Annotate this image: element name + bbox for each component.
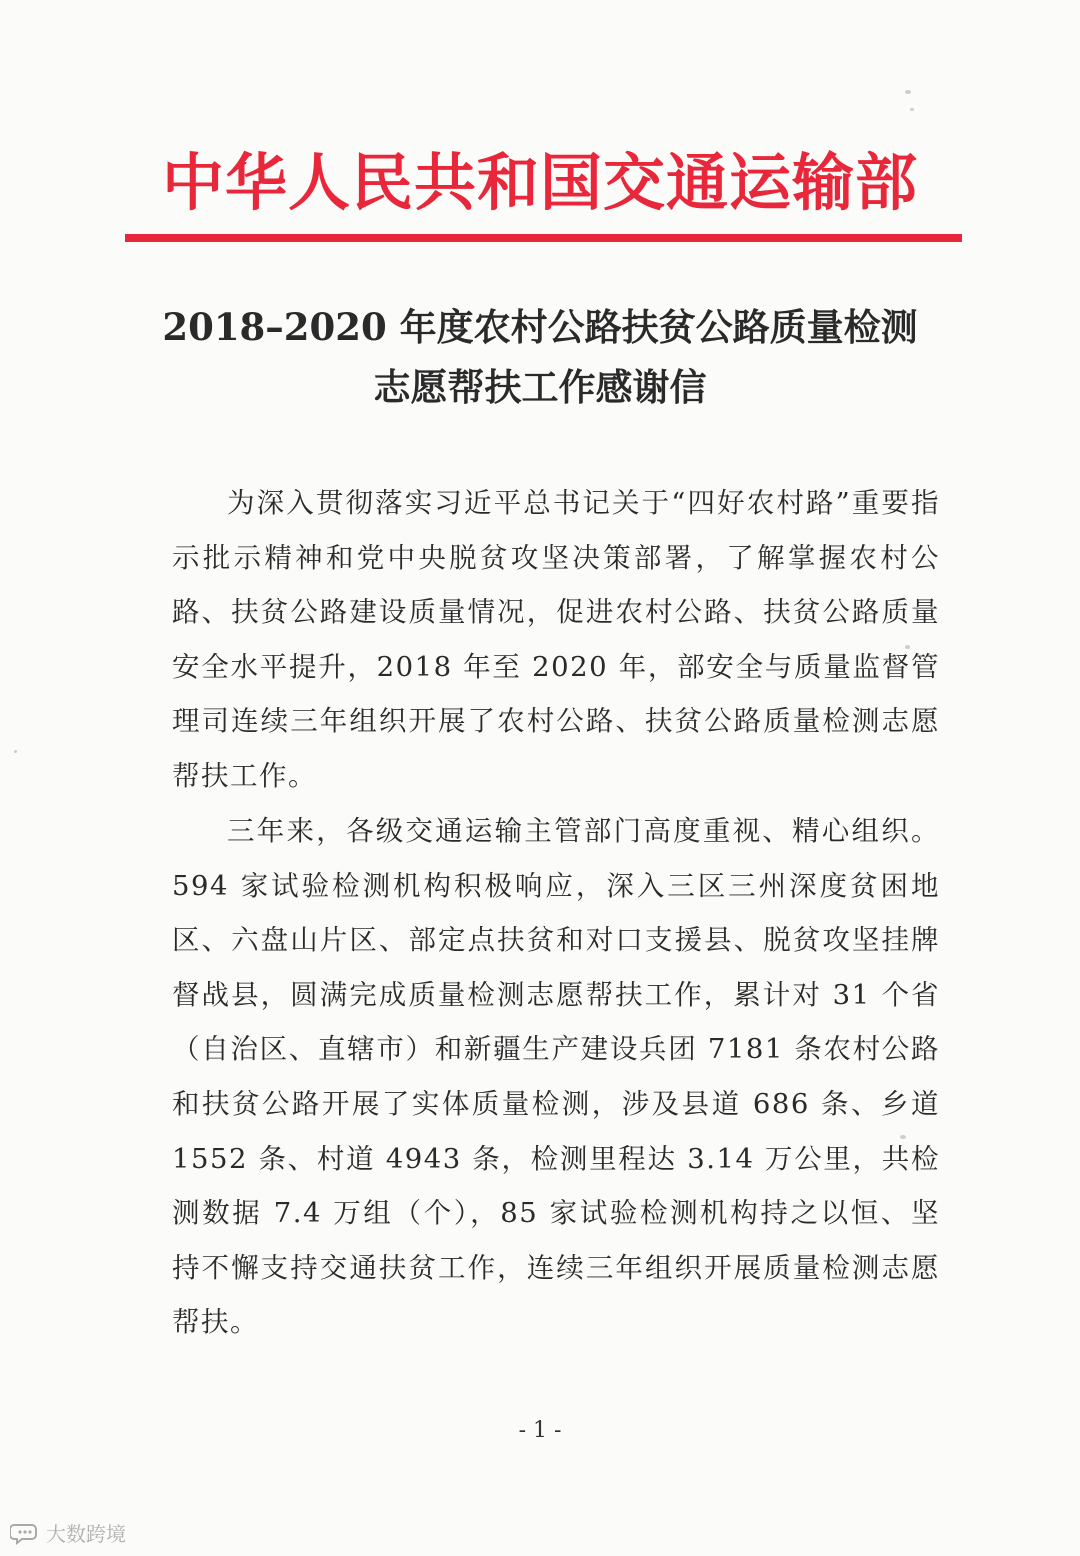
chat-bubble-logo-icon — [10, 1521, 40, 1545]
scan-speck — [900, 1135, 906, 1139]
letterhead-issuer: 中华人民共和国交通运输部 — [161, 146, 918, 219]
body-paragraph-1: 为深入贯彻落实习近平总书记关于“四好农村路”重要指示批示精神和党中央脱贫攻坚决策部署，了解掌握农村公路、扶贫公路建设质量情况，促进农村公路、扶贫公路质量安全水平提升，2018 年至 2020 年，部安全与质量监督管理司连续三年组织开展了农村公路、扶贫公路质量检测志愿帮扶工作。 — [172, 487, 940, 792]
scan-speck — [905, 645, 910, 649]
scan-speck — [910, 108, 914, 111]
body-paragraph-2: 三年来，各级交通运输主管部门高度重视、精心组织。594 家试验检测机构积极响应，深入三区三州深度贫困地区、六盘山片区、部定点扶贫和对口支援县、脱贫攻坚挂牌督战县，圆满完成质量检测志愿帮扶工作，累计对 31 个省（自治区、直辖市）和新疆生产建设兵团 7181 条农村公路和扶贫公路开展了实体质量检测，涉及县道 686 条、乡道 1552 条、村道 4943 条，检测里程达 3.14 万公里，共检测数据 7.4 万组（个），85 家试验检测机构持之以恒、坚持不懈支持交通扶贫工作，连续三年组织开展质量检测志愿帮扶。 — [172, 815, 940, 1339]
letterhead-red-rule — [125, 234, 962, 242]
document-title-line-1: 2018–2020 年度农村公路扶贫公路质量检测 — [162, 305, 918, 349]
watermark — [10, 1518, 126, 1547]
document-title-line-2: 志愿帮扶工作感谢信 — [373, 365, 707, 409]
scan-speck — [905, 90, 911, 94]
page-number: - 1 - — [518, 1418, 562, 1443]
watermark-text: 大数跨境 — [46, 1522, 126, 1546]
scan-speck — [14, 750, 17, 753]
